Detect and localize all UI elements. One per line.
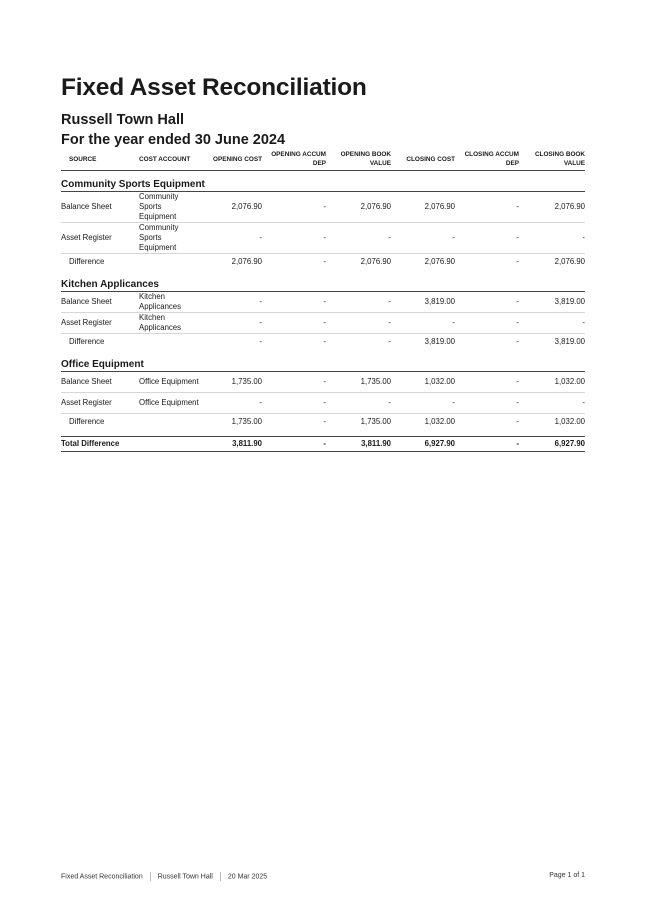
report-title: Fixed Asset Reconciliation [61,74,367,101]
closing-cost-value: 3,819.00 [424,337,455,346]
total-closing-accum-dep: - [516,439,519,448]
row-source: Asset Register [61,233,112,242]
opening-accum-dep-value: - [323,417,326,426]
row-account: Community Sports Equipment [139,192,179,221]
closing-accum-dep-value: - [516,398,519,407]
table-row [61,254,585,270]
opening-accum-dep-value: - [323,337,326,346]
footer-report-name: Fixed Asset Reconciliation [61,873,143,881]
closing-book-value-value: 2,076.90 [554,202,585,211]
closing-book-value-value: 3,819.00 [554,337,585,346]
table-row [61,223,585,254]
section-title: Office Equipment [61,359,585,372]
closing-accum-dep-value: - [516,233,519,242]
opening-book-value-value: 2,076.90 [360,202,391,211]
closing-book-value-value: 2,076.90 [554,257,585,266]
closing-cost-value: 1,032.00 [424,377,455,386]
opening-book-value-value: - [388,337,391,346]
table-row [61,192,585,223]
table-header [61,150,585,171]
opening-book-value-value: 2,076.90 [360,257,391,266]
closing-accum-dep-value: - [516,202,519,211]
opening-book-value-value: 1,735.00 [360,417,391,426]
opening-book-value-value: - [388,318,391,327]
opening-cost-value: 2,076.90 [231,257,262,266]
col-cost-account: COST ACCOUNT [139,156,191,163]
col-closing-book-value: CLOSING BOOK VALUE [534,151,585,167]
col-closing-cost: CLOSING COST [406,156,455,163]
col-closing-accum-dep: CLOSING ACCUM DEP [464,151,519,167]
col-opening-book-value: OPENING BOOK VALUE [340,151,391,167]
total-opening-book-value: 3,811.90 [361,439,391,448]
closing-book-value-value: - [582,318,585,327]
row-account: Kitchen Applicances [139,313,182,332]
opening-accum-dep-value: - [323,297,326,306]
footer-divider [150,872,151,881]
closing-cost-value: - [452,398,455,407]
closing-cost-value: 2,076.90 [424,202,455,211]
opening-cost-value: 1,735.00 [231,377,262,386]
closing-book-value-value: 1,032.00 [554,417,585,426]
total-opening-cost: 3,811.90 [232,439,262,448]
opening-book-value-value: - [388,398,391,407]
opening-book-value-value: 1,735.00 [360,377,391,386]
opening-accum-dep-value: - [323,377,326,386]
report-period: For the year ended 30 June 2024 [61,132,286,148]
opening-book-value-value: - [388,233,391,242]
col-opening-cost: OPENING COST [212,156,262,163]
closing-cost-value: - [452,233,455,242]
row-source: Asset Register [61,398,112,407]
opening-accum-dep-value: - [323,398,326,407]
footer-divider [220,872,221,881]
opening-accum-dep-value: - [323,318,326,327]
closing-book-value-value: 1,032.00 [554,377,585,386]
footer-page-number: Page 1 of 1 [549,872,585,879]
table-row [61,334,585,350]
table-row [61,372,585,393]
total-row [61,436,585,452]
section-title: Kitchen Applicances [61,279,585,292]
total-opening-accum-dep: - [323,439,326,448]
opening-cost-value: 2,076.90 [231,202,262,211]
total-closing-cost: 6,927.90 [424,439,455,448]
row-source: Difference [69,257,105,266]
row-source: Asset Register [61,318,112,327]
closing-book-value-value: 3,819.00 [554,297,585,306]
row-account: Kitchen Applicances [139,292,182,311]
organisation-name: Russell Town Hall [61,112,185,128]
row-source: Difference [69,417,105,426]
opening-accum-dep-value: - [323,257,326,266]
closing-accum-dep-value: - [516,377,519,386]
opening-book-value-value: - [388,297,391,306]
opening-cost-value: - [259,233,262,242]
section-title: Community Sports Equipment [61,179,585,192]
row-account: Office Equipment [139,377,199,386]
table-row [61,393,585,414]
total-label: Total Difference [61,439,120,448]
closing-cost-value: 2,076.90 [424,257,455,266]
row-account: Community Sports Equipment [139,223,179,252]
closing-accum-dep-value: - [516,318,519,327]
opening-cost-value: 1,735.00 [231,417,262,426]
row-source: Difference [69,337,105,346]
closing-accum-dep-value: - [516,257,519,266]
opening-cost-value: - [259,318,262,327]
table-row [61,414,585,430]
closing-accum-dep-value: - [516,337,519,346]
opening-cost-value: - [259,398,262,407]
closing-accum-dep-value: - [516,417,519,426]
closing-book-value-value: - [582,233,585,242]
closing-cost-value: 3,819.00 [424,297,455,306]
closing-accum-dep-value: - [516,297,519,306]
row-source: Balance Sheet [61,202,112,211]
footer-date: 20 Mar 2025 [227,873,268,881]
row-source: Balance Sheet [61,297,112,306]
closing-book-value-value: - [582,398,585,407]
row-account: Office Equipment [139,398,199,407]
opening-accum-dep-value: - [323,233,326,242]
col-source: SOURCE [69,156,97,163]
opening-accum-dep-value: - [323,202,326,211]
closing-cost-value: 1,032.00 [424,417,455,426]
total-closing-book-value: 6,927.90 [554,439,585,448]
opening-cost-value: - [259,297,262,306]
footer-organisation: Russell Town Hall [157,873,213,881]
closing-cost-value: - [452,318,455,327]
opening-cost-value: - [259,337,262,346]
table-row [61,292,585,313]
table-row [61,313,585,334]
row-source: Balance Sheet [61,377,112,386]
col-opening-accum-dep: OPENING ACCUM DEP [271,151,326,167]
